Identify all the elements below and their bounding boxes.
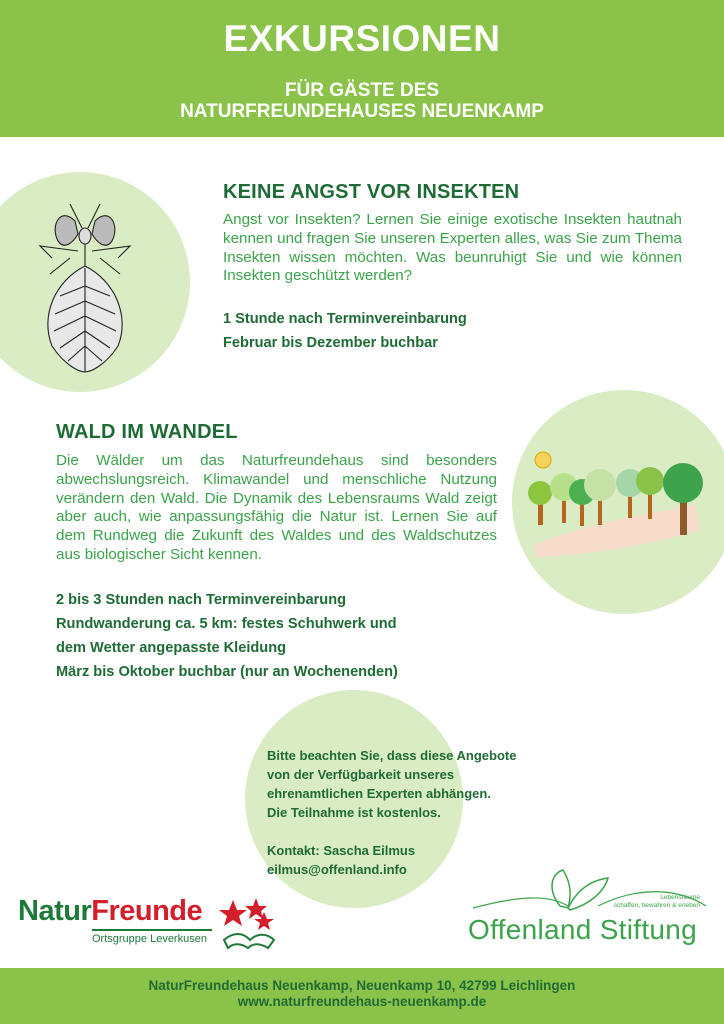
wald-season: März bis Oktober buchbar (nur an Wochenenden) <box>56 664 398 680</box>
forest-icon <box>520 445 710 565</box>
wald-duration: 2 bis 3 Stunden nach Terminvereinbarung <box>56 592 347 608</box>
insekten-season: Februar bis Dezember buchbar <box>223 335 438 351</box>
availability-note <box>267 746 516 879</box>
footer-address: NaturFreundehaus Neuenkamp, Neuenkamp 10, 42799 Leichlingen <box>148 978 576 993</box>
naturfreunde-subtitle: Ortsgruppe Leverkusen <box>92 929 212 945</box>
insekten-heading: KEINE ANGST VOR INSEKTEN <box>223 181 520 203</box>
note-line-4: Die Teilnahme ist kostenlos. <box>267 805 441 820</box>
wald-text: Die Wälder um das Naturfreundehaus sind besonders abwechslungsreich. Klimawandel und menschliche Nutzung verändern den Wald. Die Dynamik des Lebensraums Wald zeigt aber auch, wie anpassungsfähig die Natur ist. Lernen Sie auf dem Rundweg die Zukunft des Waldes und des Waldschutzes aus biologischer Sicht kennen. <box>56 452 497 563</box>
note-line-1: Bitte beachten Sie, dass diese Angebote <box>267 748 517 763</box>
note-line-3: ehrenamtlichen Experten abhängen. <box>267 786 491 801</box>
wald-clothing: dem Wetter angepasste Kleidung <box>56 640 287 656</box>
wald-details <box>56 588 398 684</box>
contact-name: Kontakt: Sascha Eilmus <box>267 843 416 858</box>
note-line-2: von der Verfügbarkeit unseres <box>267 767 455 782</box>
wald-heading: WALD IM WANDEL <box>56 421 238 443</box>
wald-route: Rundwanderung ca. 5 km: festes Schuhwerk und <box>56 616 397 632</box>
naturfreunde-logo <box>18 895 212 945</box>
insekten-duration: 1 Stunde nach Terminvereinbarung <box>223 311 467 327</box>
subtitle-line-1: FÜR GÄSTE DES <box>284 80 440 101</box>
footer-website[interactable]: www.naturfreundehaus-neuenkamp.de <box>237 994 487 1009</box>
offenland-wordmark: Offenland Stiftung <box>468 914 698 945</box>
naturfreunde-emblem-icon <box>218 898 278 953</box>
page-title: EXKURSIONEN <box>223 18 501 59</box>
offenland-stiftung-logo <box>468 866 708 956</box>
header-banner <box>0 0 724 137</box>
subtitle-line-2: NATURFREUNDEHAUSES NEUENKAMP <box>180 101 544 122</box>
insekten-text: Angst vor Insekten? Lernen Sie einige exotische Insekten hautnah kennen und fragen Sie unseren Experten alles, was Sie zum Thema Insekten wissen möchten. Was beunruhigt Sie und wie können Insekten geschützt werden? <box>223 211 682 285</box>
offenland-tagline: Lebensräume schaffen, bewahren & erleben <box>613 894 700 909</box>
naturfreunde-wordmark: NaturFreunde <box>18 895 203 927</box>
page-subtitle <box>0 80 724 122</box>
leaf-insect-icon <box>30 196 140 374</box>
footer-banner <box>0 968 724 1024</box>
contact-email: eilmus@offenland.info <box>267 862 407 877</box>
insekten-details <box>223 307 467 355</box>
